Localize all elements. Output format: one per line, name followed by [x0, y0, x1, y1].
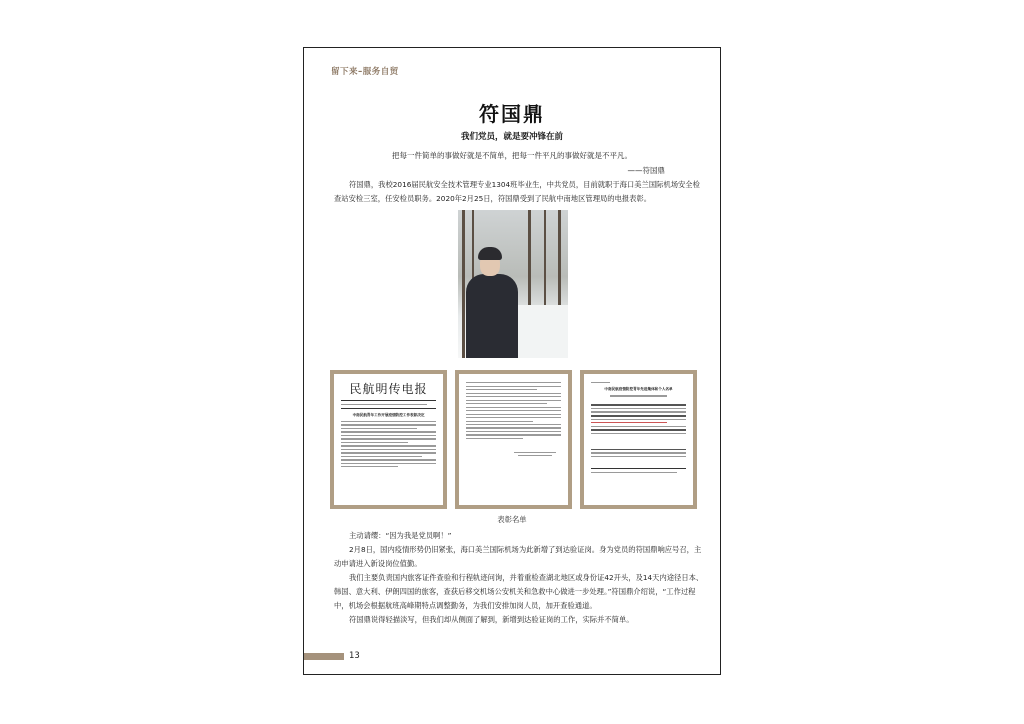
body-paragraph: 符国鼎说得轻描淡写，但我们却从侧面了解到，新增到达验证岗的工作，实际并不简单。	[349, 615, 634, 624]
page-number: 13	[349, 651, 360, 661]
doc-subheading: 中南民航青年工作开展疫情防控工作表彰决定	[352, 412, 425, 417]
section-lead: 主动请缨：“因为我是党员啊！”	[349, 531, 452, 540]
intro-paragraph: 符国鼎，我校2016届民航安全技术管理专业1304班毕业生，中共党员，目前就职于海口美兰国际机场安全检查站安检三室，任安检员职务。2020年2月25日，符国鼎受到了民航中南地区管理局的电报表彰。	[334, 180, 700, 203]
notice-document-image	[455, 370, 572, 509]
section-header: 留下来–服务自贸	[331, 67, 399, 77]
document-page	[303, 47, 721, 675]
footer-accent-bar	[304, 653, 344, 660]
body-paragraph: 我们主要负责国内旅客证件查验和行程轨迹问询，并着重检查湖北地区或身份证42开头，及14天内途径日本、韩国、意大利、伊朗四国的旅客，查获后移交机场公安机关和急救中心做进一步处理。”符国鼎介绍说，“工作过程中，机场会根据航班高峰期特点调整勤务，为我们安排加岗人员，加开查验通道。	[334, 573, 704, 610]
quote-text: 把每一件简单的事做好就是不简单，把每一件平凡的事做好就是不平凡。	[392, 151, 632, 160]
honor-list-document-image	[580, 370, 697, 509]
portrait-photo	[458, 210, 568, 358]
body-paragraph: 2月8日，国内疫情形势仍旧紧张，海口美兰国际机场为此新增了到达验证岗。身为党员的符国鼎响应号召，主动申请进入新设岗位值勤。	[334, 545, 702, 568]
telegram-document-image	[330, 370, 447, 509]
article-title: 符国鼎	[479, 102, 545, 126]
quote-author: ——符国鼎	[627, 166, 665, 175]
article-subtitle: 我们党员，就是要冲锋在前	[460, 132, 563, 142]
doc-list-heading: 中南民航疫情防控青年先进集体和个人名单	[604, 387, 673, 392]
documents-caption: 表彰名单	[497, 515, 527, 524]
doc-heading: 民航明传电报	[349, 382, 428, 396]
